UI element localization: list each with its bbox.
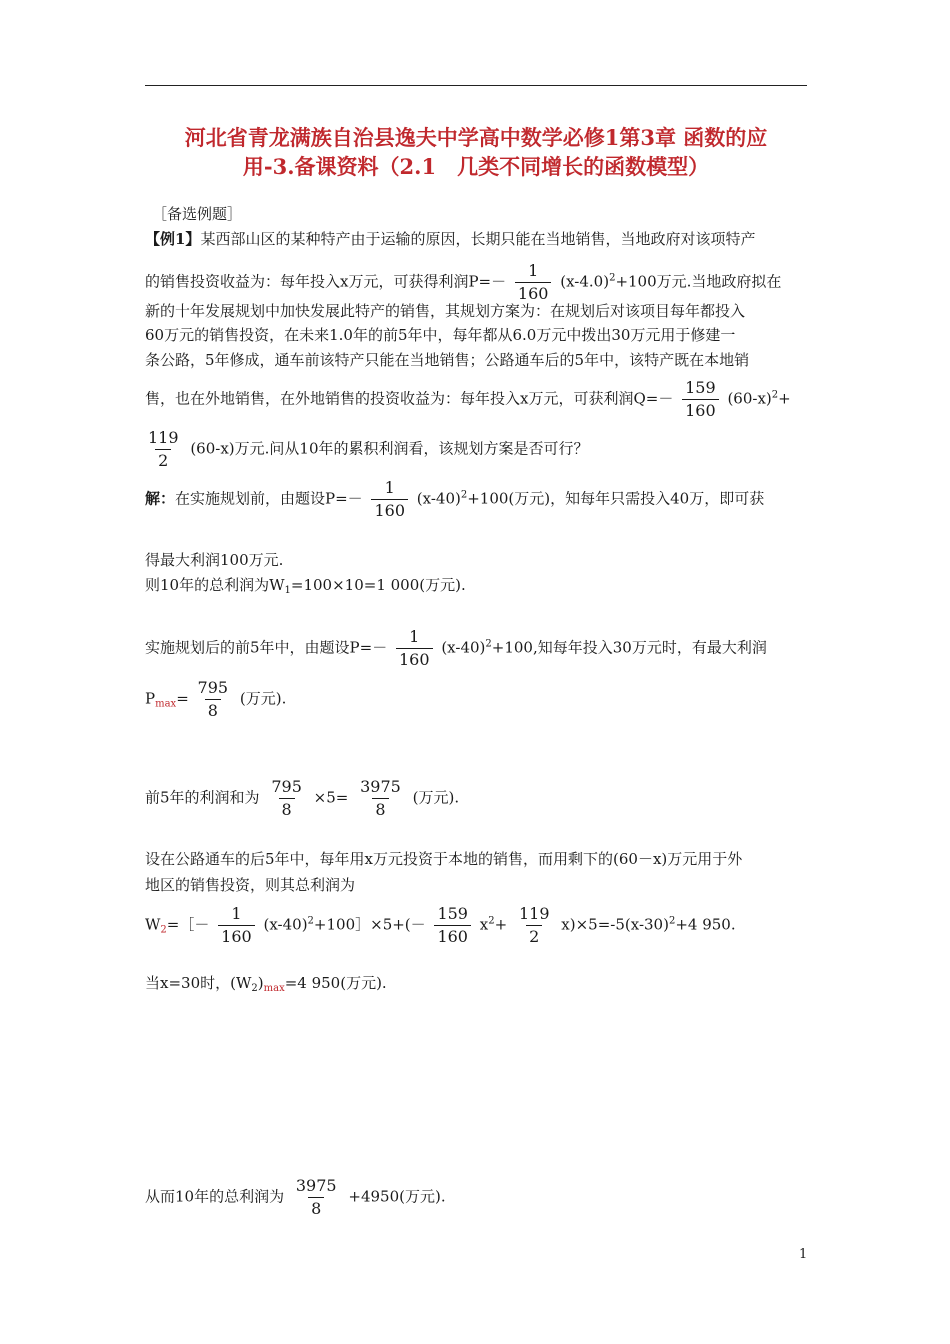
solution-line-1: 解：在实施规划前，由题设P=－ $\frac{1}{160}$ $(x-40)^2+100$(万元)，知每年只需投入40万，即可获 xyxy=(145,478,765,520)
solution-line-2: 得最大利润100万元. xyxy=(145,551,284,569)
solution-line-8: 地区的销售投资，则其总利润为 xyxy=(145,876,356,894)
solution-line-4: 实施规划后的前5年中，由题设P=－ $\frac{1}{160}$ $(x-40)^2+100$,知每年投入30万元时，有最大利润 xyxy=(145,627,767,669)
example-line-7: $\frac{119}{2}$ (60-x)万元.问从10年的累积利润看，该规划方案是否可行？ xyxy=(145,427,589,472)
document-title-line-1: 河北省青龙满族自治县逸夫中学高中数学必修1第3章 函数的应 xyxy=(184,125,768,150)
solution-line-10: 当x=30时，$(W_2)_{max}=4$ 950(万元). xyxy=(145,974,387,994)
solution-label: 解： xyxy=(145,489,176,508)
example-line-6: 售，也在外地销售，在外地销售的投资收益为：每年投入x万元，可获利润Q=－ $\frac{159}{160}$ $(60-x)^2+$ xyxy=(145,378,791,420)
example-line-2: 的销售投资收益为：每年投入x万元，可获得利润P=－ $\frac{1}{160}$ $(x-4.0)^2+100$万元.当地政府拟在 xyxy=(145,261,782,303)
example-line-1: 【例1】某西部山区的某种特产由于运输的原因，长期只能在当地销售，当地政府对该项特产 xyxy=(145,230,756,248)
example-line-5: 条公路，5年修成，通车前该特产只能在当地销售；公路通车后的5年中，该特产既在本地销 xyxy=(145,351,750,369)
fraction-119-over-2: $\frac{119}{2}$ xyxy=(518,904,550,946)
fraction-795-over-8: $\frac{795}{8}$ xyxy=(197,678,229,720)
fraction-795-over-8: $\frac{795}{8}$ xyxy=(271,777,302,819)
solution-line-9: $W_2=[-$ $\frac{1}{160}$ $(x-40)^2+100]\times 5+(-$ $\frac{159}{160}$ $x^2+$ $\frac{119}{2}$ $x)\times 5=-5(x-30)^2+4$ 950. xyxy=(145,904,736,946)
fraction-159-over-160: $\frac{159}{160}$ xyxy=(682,377,719,422)
solution-line-7: 设在公路通车的后5年中，每年用x万元投资于本地的销售，而用剩下的(60－x)万元用于外 xyxy=(145,850,743,868)
fraction-119-over-2: $\frac{119}{2}$ xyxy=(148,428,179,470)
fraction-1-over-160: $\frac{1}{160}$ xyxy=(218,903,255,948)
solution-line-11: 从而10年的总利润为 $\frac{3975}{8}$ +4950(万元). xyxy=(145,1176,446,1218)
solution-line-5: $P_{max}=$ $\frac{795}{8}$ (万元). xyxy=(145,678,287,720)
fraction-1-over-160: $\frac{1}{160}$ xyxy=(371,477,408,522)
fraction-3975-over-8: $\frac{3975}{8}$ xyxy=(360,777,401,819)
fraction-1-over-160: $\frac{1}{160}$ xyxy=(515,260,552,305)
solution-line-3: 则10年的总利润为$W_1=100\times 10=1$ 000(万元). xyxy=(145,576,466,596)
example-line-3: 新的十年发展规划中加快发展此特产的销售，其规划方案为：在规划后对该项目每年都投入 xyxy=(145,302,746,320)
document-title-line-2: 用-3.备课资料（2.1 几类不同增长的函数模型） xyxy=(242,154,710,179)
example-label: 【例1】 xyxy=(145,230,201,248)
page-number: 1 xyxy=(799,1247,808,1262)
section-label: ［备选例题］ xyxy=(152,205,243,223)
example-line-4: 60万元的销售投资，在未来1.0年的前5年中，每年都从6.0万元中拨出30万元用于修建一 xyxy=(145,326,736,344)
fraction-159-over-160: $\frac{159}{160}$ xyxy=(434,903,471,948)
fraction-3975-over-8: $\frac{3975}{8}$ xyxy=(295,1176,337,1218)
fraction-1-over-160: $\frac{1}{160}$ xyxy=(396,626,433,671)
header-rule xyxy=(145,85,807,86)
solution-line-6: 前5年的利润和为 $\frac{795}{8}$ ×5= $\frac{3975}{8}$ (万元). xyxy=(145,777,460,819)
